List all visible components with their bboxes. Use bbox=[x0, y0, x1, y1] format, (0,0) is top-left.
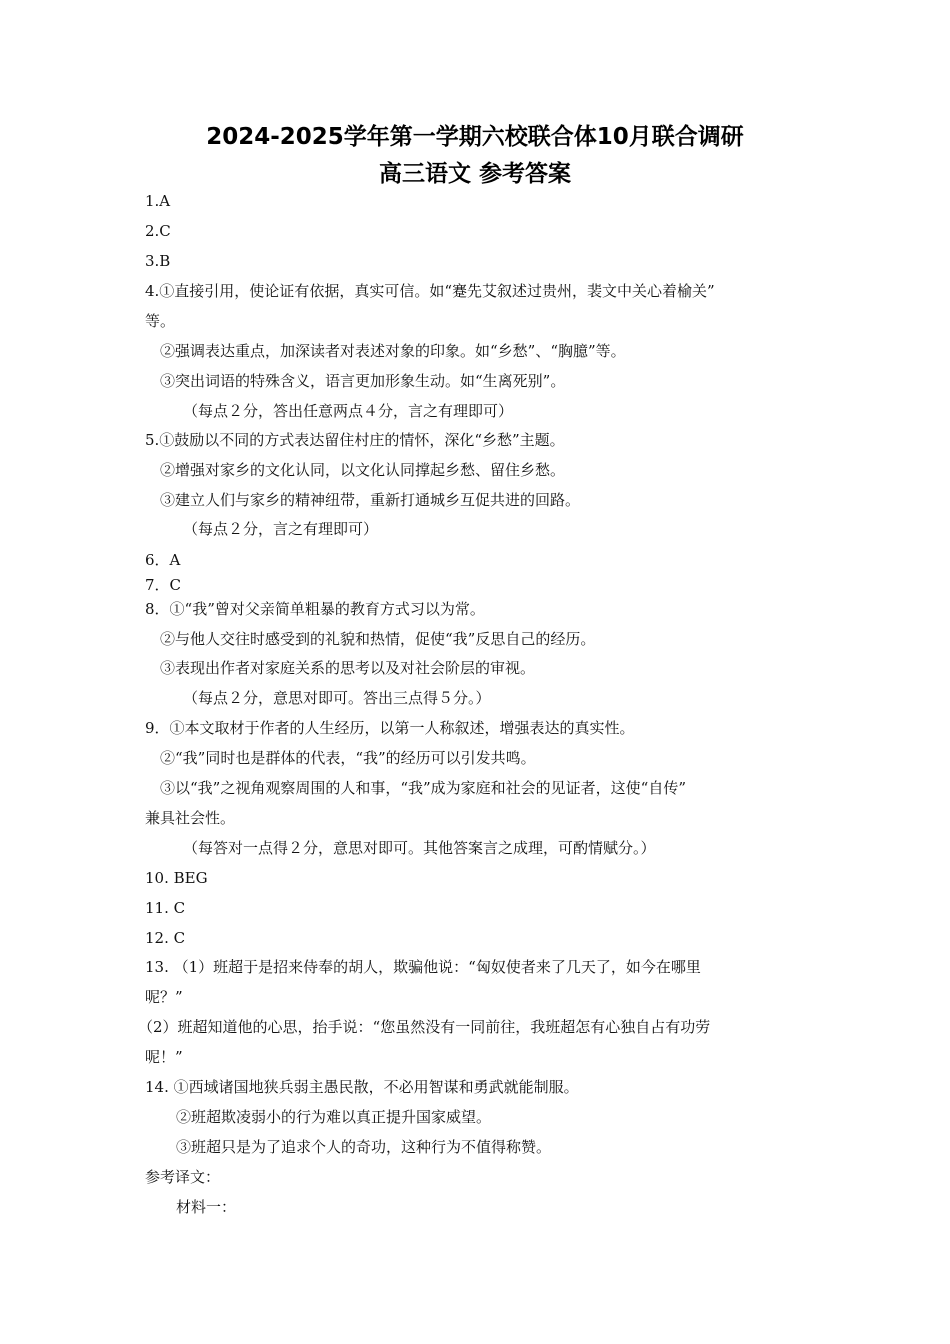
answer-13-part-2: （2）班超知道他的心思，抬手说：“您虽然没有一同前往，我班超怎有心独自占有功劳 bbox=[138, 1018, 711, 1036]
answer-5-point-1: 5.①鼓励以不同的方式表达留住村庄的情怀，深化“乡愁”主题。 bbox=[145, 431, 565, 449]
answer-6: 6．A bbox=[145, 551, 181, 569]
answer-8-point-2: ②与他人交往时感受到的礼貌和热情，促使“我”反思自己的经历。 bbox=[160, 630, 596, 648]
answer-8-point-3: ③表现出作者对家庭关系的思考以及对社会阶层的审视。 bbox=[160, 659, 536, 677]
answer-8-point-1: 8．①“我”曾对父亲简单粗暴的教育方式习以为常。 bbox=[145, 600, 485, 618]
answer-9-point-3-cont: 兼具社会性。 bbox=[145, 809, 236, 827]
answer-5-note: （每点２分，言之有理即可） bbox=[183, 520, 379, 538]
answer-11: 11. C bbox=[145, 899, 186, 917]
answer-9-point-1: 9．①本文取材于作者的人生经历，以第一人称叙述，增强表达的真实性。 bbox=[145, 719, 635, 737]
answer-7: 7．C bbox=[145, 576, 182, 594]
answer-5-point-3: ③建立人们与家乡的精神纽带，重新打通城乡互促共进的回路。 bbox=[160, 491, 581, 509]
translation-label: 参考译文： bbox=[145, 1168, 221, 1186]
answer-4-point-1: 4.①直接引用，使论证有依据，真实可信。如“蹇先艾叙述过贵州，裴文中关心着榆关” bbox=[145, 282, 715, 300]
answer-1: 1.A bbox=[145, 192, 171, 210]
answer-5-point-2: ②增强对家乡的文化认同，以文化认同撑起乡愁、留住乡愁。 bbox=[160, 461, 566, 479]
answer-9-note: （每答对一点得２分，意思对即可。其他答案言之成理，可酌情赋分。） bbox=[183, 839, 656, 857]
page-subtitle: 高三语文 参考答案 bbox=[378, 161, 571, 187]
answer-14-point-2: ②班超欺凌弱小的行为难以真正提升国家威望。 bbox=[176, 1108, 492, 1126]
answer-4-note: （每点２分，答出任意两点４分，言之有理即可） bbox=[183, 402, 514, 420]
answer-14-point-1: 14. ①西域诸国地狭兵弱主愚民散，不必用智谋和勇武就能制服。 bbox=[145, 1078, 579, 1096]
material-1-label: 材料一： bbox=[176, 1198, 237, 1216]
answer-9-point-3: ③以“我”之视角观察周围的人和事，“我”成为家庭和社会的见证者，这使“自传” bbox=[160, 779, 687, 797]
answer-9-point-2: ②“我”同时也是群体的代表，“我”的经历可以引发共鸣。 bbox=[160, 749, 536, 767]
answer-4-point-1-cont: 等。 bbox=[145, 312, 176, 330]
answer-10: 10. BEG bbox=[145, 869, 208, 887]
answer-12: 12. C bbox=[145, 929, 186, 947]
answer-3: 3.B bbox=[145, 252, 171, 270]
answer-14-point-3: ③班超只是为了追求个人的奇功，这种行为不值得称赞。 bbox=[176, 1138, 552, 1156]
answer-13-part-1: 13. （1）班超于是招来侍奉的胡人，欺骗他说：“匈奴使者来了几天了，如今在哪里 bbox=[145, 958, 701, 976]
answer-13-part-2-cont: 呢！” bbox=[145, 1048, 183, 1066]
answer-4-point-2: ②强调表达重点，加深读者对表述对象的印象。如“乡愁”、“胸臆”等。 bbox=[160, 342, 626, 360]
page-title: 2024-2025学年第一学期六校联合体10月联合调研 bbox=[206, 124, 744, 150]
answer-8-note: （每点２分，意思对即可。答出三点得５分。） bbox=[183, 689, 491, 707]
answer-2: 2.C bbox=[145, 222, 171, 240]
answer-13-part-1-cont: 呢？” bbox=[145, 988, 183, 1006]
answer-4-point-3: ③突出词语的特殊含义，语言更加形象生动。如“生离死别”。 bbox=[160, 372, 566, 390]
